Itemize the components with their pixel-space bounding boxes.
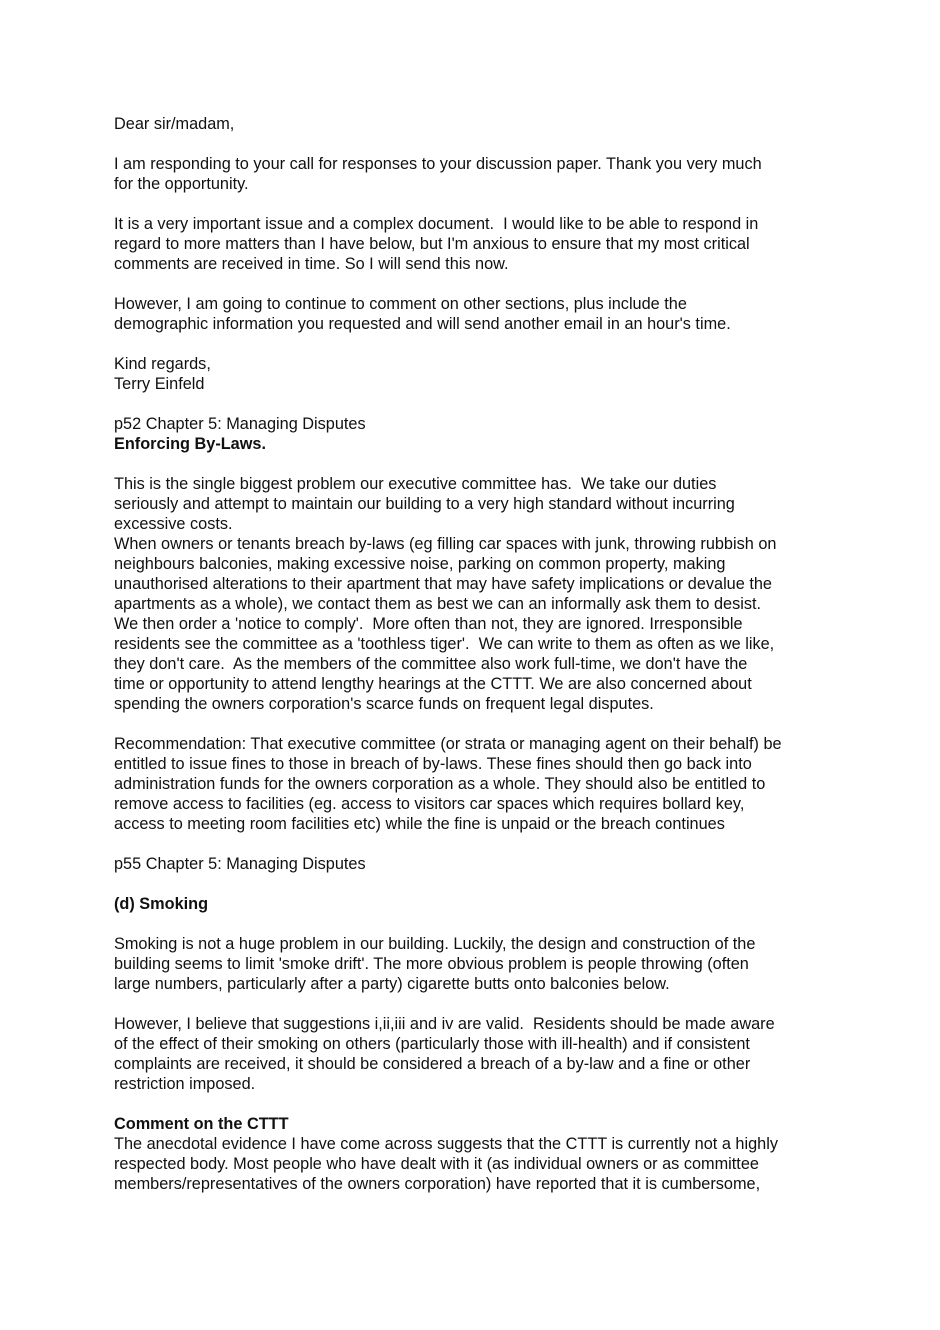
section-heading: Enforcing By-Laws.: [114, 435, 266, 453]
text-line: seriously and attempt to maintain our building to a very high standard without incurring: [114, 495, 735, 513]
text-line: spending the owners corporation's scarce funds on frequent legal disputes.: [114, 695, 654, 713]
spacer: [114, 914, 834, 934]
section-heading: Comment on the CTTT: [114, 1115, 289, 1133]
text-line: Recommendation: That executive committee (or strata or managing agent on their behalf) be: [114, 735, 782, 753]
text-line: Smoking is not a huge problem in our building. Luckily, the design and construction of the: [114, 935, 756, 953]
text-line: This is the single biggest problem our executive committee has. We take our duties: [114, 475, 717, 493]
spacer: [114, 334, 834, 354]
spacer: [114, 834, 834, 854]
spacer: [114, 194, 834, 214]
section-heading: (d) Smoking: [114, 895, 209, 913]
text-line: time or opportunity to attend lengthy hearings at the CTTT. We are also concerned about: [114, 675, 752, 693]
recommendation-paragraph: [114, 734, 834, 834]
text-line: However, I believe that suggestions i,ii,iii and iv are valid. Residents should be made aware: [114, 1015, 775, 1033]
text-line: unauthorised alterations to their apartment that may have safety implications or devalue the: [114, 575, 772, 593]
spacer: [114, 454, 834, 474]
text-line: comments are received in time. So I will send this now.: [114, 255, 509, 273]
spacer: [114, 134, 834, 154]
text-line: they don't care. As the members of the committee also work full-time, we don't have the: [114, 655, 748, 673]
text-line: remove access to facilities (eg. access to visitors car spaces which requires bollard key,: [114, 795, 745, 813]
text-line: However, I am going to continue to comment on other sections, plus include the: [114, 295, 687, 313]
greeting: Dear sir/madam,: [114, 115, 235, 133]
document-page: [114, 114, 834, 1194]
text-line: of the effect of their smoking on others (particularly those with ill-health) and if consistent: [114, 1035, 750, 1053]
text-line: large numbers, particularly after a party) cigarette butts onto balconies below.: [114, 975, 670, 993]
text-line: entitled to issue fines to those in breach of by-laws. These fines should then go back into: [114, 755, 752, 773]
text-line: It is a very important issue and a complex document. I would like to be able to respond in: [114, 215, 759, 233]
closing: Kind regards,: [114, 355, 211, 373]
text-line: residents see the committee as a 'toothless tiger'. We can write to them as often as we like,: [114, 635, 775, 653]
followup-paragraph: [114, 294, 834, 334]
text-line: I am responding to your call for responses to your discussion paper. Thank you very much: [114, 155, 762, 173]
text-line: excessive costs.: [114, 515, 233, 533]
section-reference: p55 Chapter 5: Managing Disputes: [114, 855, 366, 873]
spacer: [114, 1094, 834, 1114]
smoking-paragraph-2: [114, 1014, 834, 1094]
importance-paragraph: [114, 214, 834, 274]
text-line: administration funds for the owners corporation as a whole. They should also be entitled to: [114, 775, 766, 793]
text-line: complaints are received, it should be considered a breach of a by-law and a fine or other: [114, 1055, 751, 1073]
text-line: We then order a 'notice to comply'. More often than not, they are ignored. Irresponsible: [114, 615, 743, 633]
spacer: [114, 994, 834, 1014]
text-line: respected body. Most people who have dealt with it (as individual owners or as committee: [114, 1155, 759, 1173]
spacer: [114, 874, 834, 894]
text-line: The anecdotal evidence I have come across suggests that the CTTT is currently not a highly: [114, 1135, 778, 1153]
text-line: demographic information you requested and will send another email in an hour's time.: [114, 315, 731, 333]
text-line: for the opportunity.: [114, 175, 249, 193]
text-line: members/representatives of the owners corporation) have reported that it is cumbersome,: [114, 1175, 761, 1193]
section-reference: p52 Chapter 5: Managing Disputes: [114, 415, 366, 433]
spacer: [114, 714, 834, 734]
spacer: [114, 274, 834, 294]
text-line: apartments as a whole), we contact them as best we can an informally ask them to desist.: [114, 595, 762, 613]
text-line: regard to more matters than I have below, but I'm anxious to ensure that my most critical: [114, 235, 750, 253]
text-line: restriction imposed.: [114, 1075, 256, 1093]
text-line: When owners or tenants breach by-laws (eg filling car spaces with junk, throwing rubbish on: [114, 535, 777, 553]
text-line: neighbours balconies, making excessive noise, parking on common property, making: [114, 555, 726, 573]
signature: Terry Einfeld: [114, 375, 205, 393]
text-line: access to meeting room facilities etc) while the fine is unpaid or the breach continues: [114, 815, 725, 833]
intro-paragraph: [114, 154, 834, 194]
spacer: [114, 394, 834, 414]
text-line: building seems to limit 'smoke drift'. The more obvious problem is people throwing (often: [114, 955, 749, 973]
cttt-paragraph: [114, 1134, 834, 1194]
smoking-paragraph-1: [114, 934, 834, 994]
problem-paragraph: [114, 474, 834, 714]
